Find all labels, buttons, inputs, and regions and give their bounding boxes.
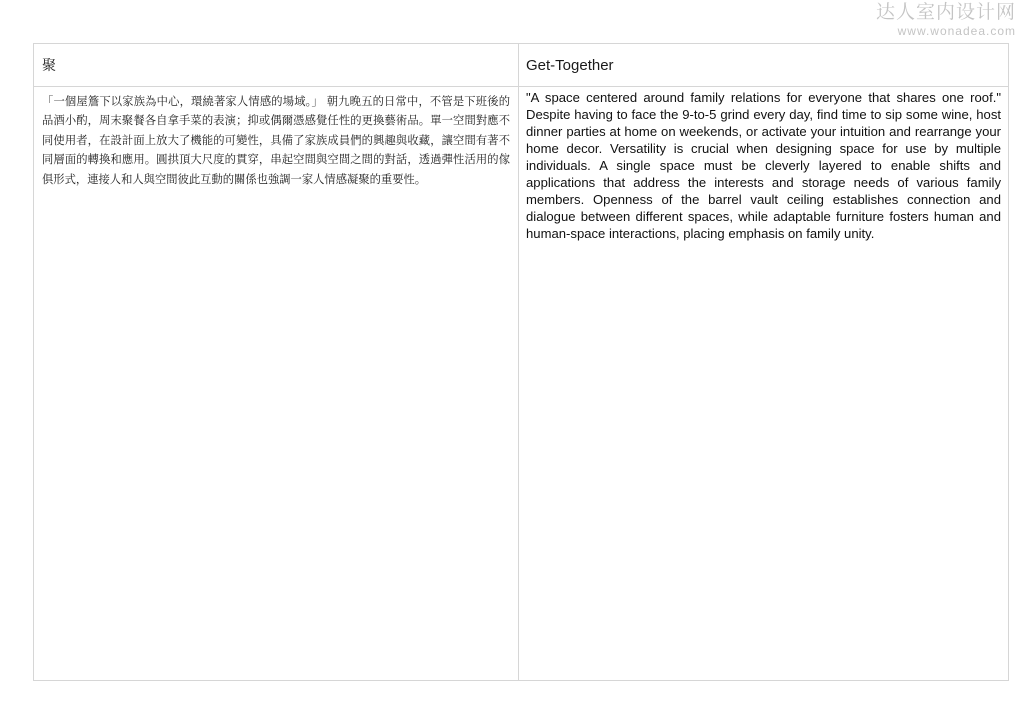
title-chinese: 聚 [42, 58, 56, 74]
body-cell-english [519, 87, 1008, 680]
description-chinese: 「一個屋簷下以家族為中心，環繞著家人情感的場域。」 朝九晚五的日常中，不管是下班後的品酒小酌，周末聚餐各自拿手菜的表演；抑或偶爾憑感覺任性的更換藝術品。單一空間對應不同使用者，在設計面上放大了機能的可變性，具備了家族成員們的興趣與收藏，讓空間有著不同層面的轉換和應用。圓拱頂大尺度的貫穿，串起空間與空間之間的對話，透過彈性活用的傢俱形式，連接人和人與空間彼此互動的關係也強調一家人情感凝聚的重要性。 [42, 95, 510, 186]
watermark-url: www.wonadea.com [897, 24, 1016, 38]
title-english: Get-Together [526, 56, 614, 74]
header-cell-english [519, 44, 1008, 87]
description-english: "A space centered around family relations for everyone that shares one roof." Despite having to face the 9-to-5 grind every day, find time to sip some wine, host dinner parties at home on weekends, or activate your intuition and rearrange your home decor. Versatility is crucial when designing space for use by multiple individuals. A single space must be cleverly layered to enable shifts and applications that address the interests and storage needs of various family members. Openness of the barrel vault ceiling establishes connection and dialogue between different spaces, while adaptable furniture fosters human and human-space interactions, placing emphasis on family unity. [526, 90, 1001, 241]
header-cell-chinese [34, 44, 519, 87]
watermark-name: 达人室内设计网 [875, 1, 1016, 23]
bilingual-table [33, 43, 1009, 681]
body-cell-chinese [34, 87, 519, 680]
watermark [876, 3, 1016, 37]
